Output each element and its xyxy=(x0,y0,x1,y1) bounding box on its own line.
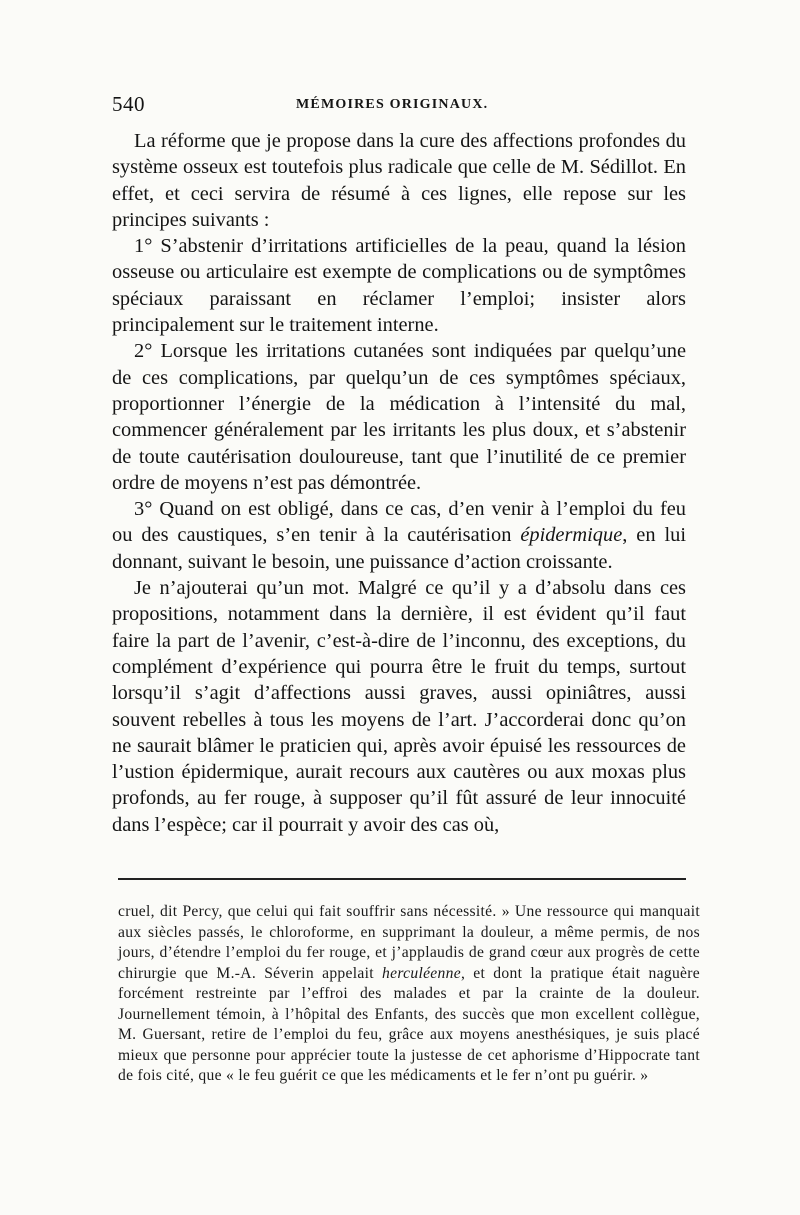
italic-term: herculéenne xyxy=(382,964,461,982)
italic-term: épidermique xyxy=(520,524,623,547)
paragraph: Je n’ajouterai qu’un mot. Malgré ce qu’il y a d’absolu dans ces propositions, notamment dans la dernière, il est évident qu’il faut faire la part de l’avenir, c’est-à-dire de l’inconnu, des exceptions, du complément d’expérience qui pourra être le fruit du temps, surtout lorsqu’il s’agit d’affections aussi graves, aussi opiniâtres, aussi souvent rebelles à tous les moyens de l’art. J’accorderai donc qu’on ne saurait blâmer le praticien qui, après avoir épuisé les ressources de l’ustion épidermique, aurait recours aux cautères ou aux moxas plus profonds, au fer rouge, à supposer qu’il fût assuré de leur innocuité dans l’espèce; car il pourrait y avoir des cas où, xyxy=(112,577,686,836)
paragraph-principle-1: 1° S’abstenir d’irritations artificielles de la peau, quand la lésion osseuse ou articulaire est exempte de complications ou de symptômes spéciaux paraissant en réclamer l’emploi; insister alors principalement sur le traitement interne. xyxy=(112,235,686,337)
paragraph: La réforme que je propose dans la cure des affections profondes du système osseux est toutefois plus radicale que celle de M. Sédillot. En effet, et ceci servira de résumé à ces lignes, elle repose sur les principes suivants : xyxy=(112,130,686,231)
paragraph-principle-3 xyxy=(112,496,686,575)
paragraph-principle-2: 2° Lorsque les irritations cutanées sont indiquées par quelqu’une de ces complications, par quelqu’un de ces symptômes spéciaux, proportionner l’énergie de la médication à l’intensité du mal, commencer généralement par les irritants les plus doux, et s’abstenir de toute cautérisation douloureuse, tant que l’inutilité de ce premier ordre de moyens n’est pas démontrée. xyxy=(112,340,686,494)
text-segment: cruel, dit Percy, que celui qui fait souffrir sans nécessité. » Une ressource qui manquait aux siècles passés, le chloroforme, en supprimant la douleur, a même permis, de nos jours, d’étendre l’emploi du fer rouge, et j’applaudis de grand cœur aux progrès de cette chirurgie que M.-A. Séverin appelait xyxy=(118,903,700,982)
page-header xyxy=(112,92,702,122)
running-title: MÉMOIRES ORIGINAUX. xyxy=(296,97,489,112)
text-segment: , et dont la pratique était naguère forcément restreinte par l’effroi des malades et par la crainte de la douleur. Journellement témoin, à l’hôpital des Enfants, des succès que mon excellent collègue, M. Guersant, retire de l’emploi du feu, grâce aux moyens anesthésiques, je suis placé mieux que personne pour apprécier toute la justesse de cet aphorisme d’Hippocrate tant de fois cité, que « le feu guérit ce que les médicaments et le fer n’ont pu guérir. » xyxy=(118,964,700,1084)
footnote-text xyxy=(118,902,700,1087)
main-text xyxy=(112,128,686,838)
text-segment: 3° Quand on est obligé, dans ce cas, d’en venir à l’emploi du feu ou des caustiques, s’en tenir à la cautérisation xyxy=(112,498,686,547)
text-segment: , en lui donnant, suivant le besoin, une puissance d’action croissante. xyxy=(112,524,686,573)
page-number: 540 xyxy=(112,92,145,116)
footnote-divider xyxy=(118,878,686,880)
footnote xyxy=(118,902,700,1087)
